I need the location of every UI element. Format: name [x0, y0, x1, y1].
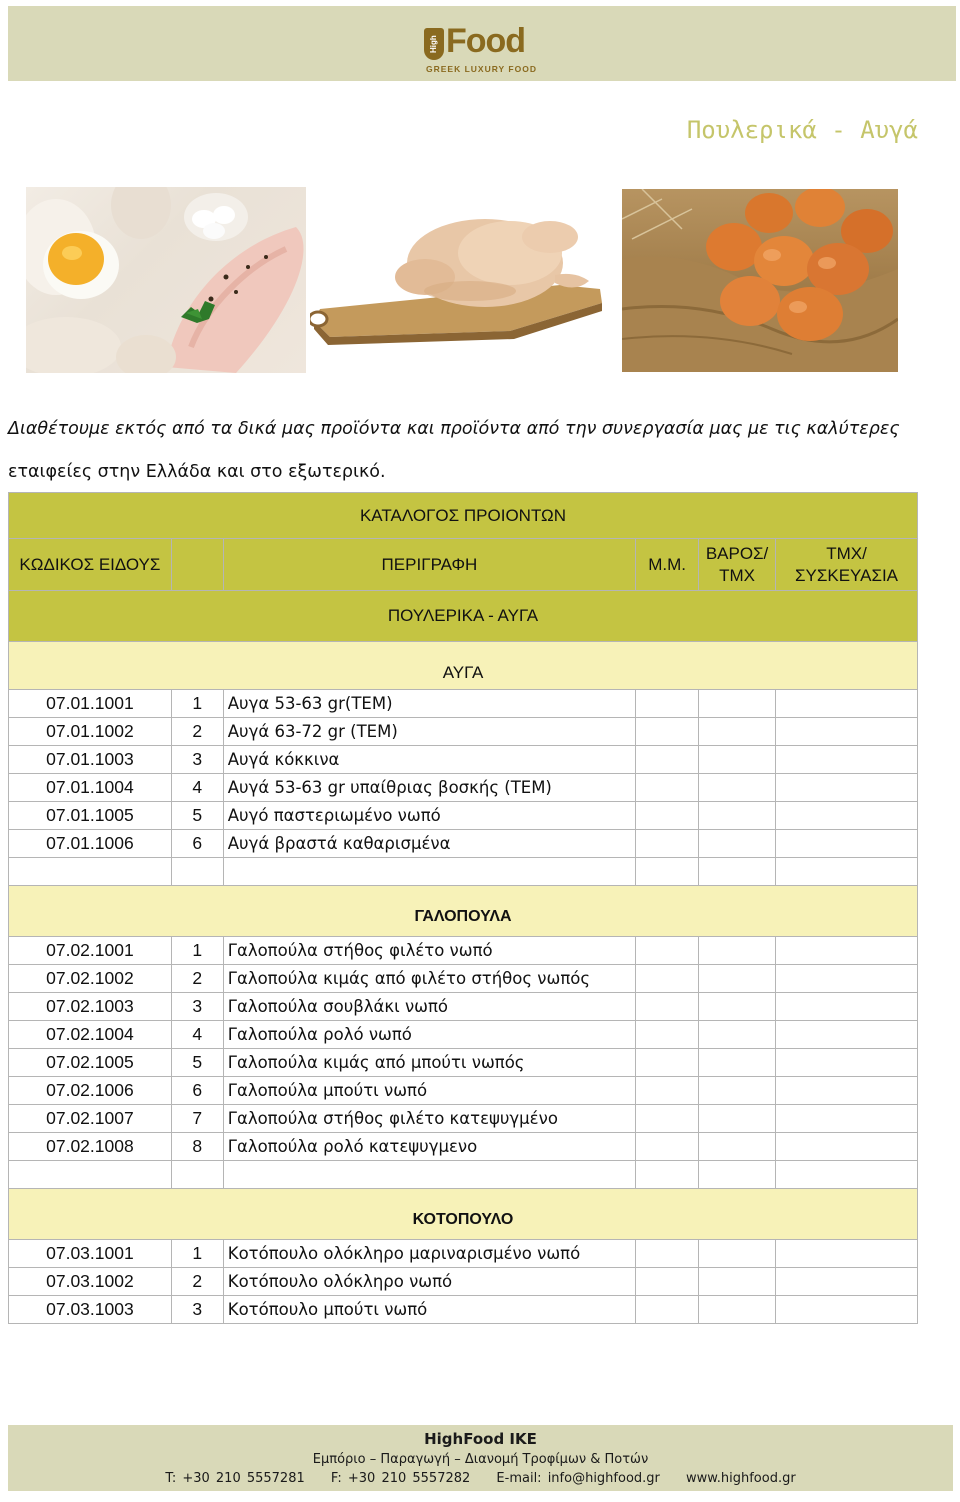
product-description: Γαλοπούλα στήθος φιλέτο νωπό	[223, 937, 635, 965]
product-pack	[776, 1021, 918, 1049]
product-pack	[776, 993, 918, 1021]
product-code: 07.02.1005	[9, 1049, 172, 1077]
product-pack	[776, 937, 918, 965]
raw-chicken-on-board-photo	[310, 205, 610, 345]
product-pack	[776, 1049, 918, 1077]
product-description: Αυγό παστεριωμένο νωπό	[223, 802, 635, 830]
product-unit	[636, 802, 699, 830]
product-number: 4	[171, 774, 223, 802]
product-row	[9, 937, 918, 965]
product-unit	[636, 830, 699, 858]
product-number: 5	[171, 1049, 223, 1077]
product-row	[9, 1049, 918, 1077]
product-row	[9, 802, 918, 830]
product-weight	[699, 1240, 776, 1268]
product-number: 3	[171, 746, 223, 774]
product-unit	[636, 1268, 699, 1296]
product-pack	[776, 1077, 918, 1105]
product-unit	[636, 937, 699, 965]
product-code: 07.03.1003	[9, 1296, 172, 1324]
product-description: Αυγά βραστά καθαρισμένα	[223, 830, 635, 858]
product-pack	[776, 802, 918, 830]
product-pack	[776, 1268, 918, 1296]
product-unit	[636, 1021, 699, 1049]
product-unit	[636, 965, 699, 993]
product-number: 4	[171, 1021, 223, 1049]
col-header-weight: ΒΑΡΟΣ/ ΤΜΧ	[699, 539, 776, 591]
product-pack	[776, 830, 918, 858]
product-number: 2	[171, 718, 223, 746]
empty-row	[9, 1161, 918, 1189]
product-weight	[699, 965, 776, 993]
product-weight	[699, 1021, 776, 1049]
product-row	[9, 993, 918, 1021]
product-number: 1	[171, 1240, 223, 1268]
product-unit	[636, 774, 699, 802]
product-description: Αυγα 53-63 gr(ΤΕΜ)	[223, 690, 635, 718]
product-weight	[699, 690, 776, 718]
footer-contacts	[8, 1471, 953, 1486]
product-weight	[699, 937, 776, 965]
product-number: 2	[171, 965, 223, 993]
product-unit	[636, 1105, 699, 1133]
product-row	[9, 830, 918, 858]
footer-fax: F: +30 210 5557282	[330, 1471, 471, 1486]
product-description: Γαλοπούλα κιμάς από μπούτι νωπός	[223, 1049, 635, 1077]
empty-row	[9, 858, 918, 886]
product-code: 07.02.1002	[9, 965, 172, 993]
highfood-logo[interactable]	[424, 24, 550, 74]
product-description: Αυγά 63-72 gr (ΤΕΜ)	[223, 718, 635, 746]
page-title: Πουλερικά - Αυγά	[686, 116, 918, 144]
product-weight	[699, 1105, 776, 1133]
footer-phone: T: +30 210 5557281	[165, 1471, 305, 1486]
product-number: 5	[171, 802, 223, 830]
product-weight	[699, 1049, 776, 1077]
product-code: 07.01.1005	[9, 802, 172, 830]
product-code: 07.01.1006	[9, 830, 172, 858]
product-weight	[699, 718, 776, 746]
product-number: 6	[171, 830, 223, 858]
product-weight	[699, 830, 776, 858]
product-unit	[636, 1049, 699, 1077]
product-number: 2	[171, 1268, 223, 1296]
product-row	[9, 1077, 918, 1105]
product-description: Γαλοπούλα κιμάς από φιλέτο στήθος νωπός	[223, 965, 635, 993]
product-description: Κοτόπουλο ολόκληρο νωπό	[223, 1268, 635, 1296]
product-code: 07.03.1001	[9, 1240, 172, 1268]
product-description: Γαλοπούλα ρολό κατεψυγμενο	[223, 1133, 635, 1161]
product-number: 3	[171, 1296, 223, 1324]
product-code: 07.02.1006	[9, 1077, 172, 1105]
product-weight	[699, 993, 776, 1021]
col-header-unit: Μ.Μ.	[636, 539, 699, 591]
product-weight	[699, 1268, 776, 1296]
intro-line-1: Διαθέτουμε εκτός από τα δικά μας προϊόντα και προϊόντα από την συνεργασία μας με τις καλύτερες	[8, 419, 900, 439]
product-unit	[636, 746, 699, 774]
intro-line-2: εταιφείες στην Ελλάδα και στο εξωτερικό.	[8, 462, 386, 482]
product-pack	[776, 718, 918, 746]
col-header-pack: ΤΜΧ/ ΣΥΣΚΕΥΑΣΙΑ	[776, 539, 918, 591]
footer-company: HighFood ΙΚΕ	[424, 1430, 537, 1448]
product-row	[9, 774, 918, 802]
product-unit	[636, 690, 699, 718]
group-header: ΑΥΓΑ	[9, 642, 918, 690]
product-code: 07.02.1008	[9, 1133, 172, 1161]
product-number: 1	[171, 690, 223, 718]
col-header-code: ΚΩΔΙΚΟΣ ΕΙΔΟΥΣ	[9, 539, 172, 591]
product-code: 07.02.1003	[9, 993, 172, 1021]
product-description: Γαλοπούλα ρολό νωπό	[223, 1021, 635, 1049]
product-description: Γαλοπούλα στήθος φιλέτο κατεψυγμένο	[223, 1105, 635, 1133]
product-weight	[699, 1296, 776, 1324]
product-weight	[699, 1077, 776, 1105]
catalog-title: ΚΑΤΑΛΟΓΟΣ ΠΡΟΙΟΝΤΩΝ	[9, 493, 918, 539]
footer-email[interactable]: E-mail: info@highfood.gr	[496, 1471, 660, 1486]
product-weight	[699, 802, 776, 830]
product-unit	[636, 1077, 699, 1105]
brown-eggs-on-burlap-photo	[622, 189, 898, 372]
product-description: Κοτόπουλο μπούτι νωπό	[223, 1296, 635, 1324]
product-row	[9, 1105, 918, 1133]
product-description: Κοτόπουλο ολόκληρο μαριναρισμένο νωπό	[223, 1240, 635, 1268]
product-row	[9, 690, 918, 718]
group-header: ΓΑΛΟΠΟΥΛΑ	[9, 886, 918, 937]
footer	[8, 1425, 953, 1491]
product-code: 07.03.1002	[9, 1268, 172, 1296]
product-row	[9, 1133, 918, 1161]
product-description: Αυγά κόκκινα	[223, 746, 635, 774]
product-number: 7	[171, 1105, 223, 1133]
product-pack	[776, 1105, 918, 1133]
product-unit	[636, 1133, 699, 1161]
product-row	[9, 746, 918, 774]
header-band	[8, 6, 956, 81]
product-pack	[776, 1133, 918, 1161]
product-pack	[776, 965, 918, 993]
product-unit	[636, 718, 699, 746]
product-weight	[699, 774, 776, 802]
group-header: ΚΟΤΟΠΟΥΛΟ	[9, 1189, 918, 1240]
footer-activity: Εμπόριο – Παραγωγή – Διανομή Τροφίμων & Ποτών	[312, 1452, 649, 1467]
product-number: 6	[171, 1077, 223, 1105]
product-number: 8	[171, 1133, 223, 1161]
product-pack	[776, 690, 918, 718]
product-unit	[636, 1240, 699, 1268]
product-number: 1	[171, 937, 223, 965]
product-description: Γαλοπούλα μπούτι νωπό	[223, 1077, 635, 1105]
product-weight	[699, 1133, 776, 1161]
product-code: 07.02.1004	[9, 1021, 172, 1049]
product-pack	[776, 1296, 918, 1324]
product-description: Αυγά 53-63 gr υπαίθριας βοσκής (ΤΕΜ)	[223, 774, 635, 802]
product-catalog-table	[8, 492, 918, 1324]
section-title: ΠΟΥΛΕΡΙΚΑ - ΑΥΓΑ	[9, 591, 918, 642]
product-code: 07.01.1004	[9, 774, 172, 802]
product-row	[9, 718, 918, 746]
product-pack	[776, 774, 918, 802]
col-header-description: ΠΕΡΙΓΡΑΦΗ	[223, 539, 635, 591]
product-row	[9, 1021, 918, 1049]
product-code: 07.02.1001	[9, 937, 172, 965]
product-code: 07.01.1001	[9, 690, 172, 718]
intro-text	[8, 408, 938, 494]
product-row	[9, 1240, 918, 1268]
product-unit	[636, 1296, 699, 1324]
product-code: 07.01.1002	[9, 718, 172, 746]
eggs-chicken-breast-photo	[26, 187, 306, 373]
product-pack	[776, 746, 918, 774]
logo-word: Food	[446, 22, 526, 60]
product-pack	[776, 1240, 918, 1268]
footer-website[interactable]: www.highfood.gr	[686, 1471, 796, 1486]
product-row	[9, 1268, 918, 1296]
product-row	[9, 965, 918, 993]
product-row	[9, 1296, 918, 1324]
product-number: 3	[171, 993, 223, 1021]
product-unit	[636, 993, 699, 1021]
logo-tagline: GREEK LUXURY FOOD	[426, 64, 537, 74]
logo-badge: High	[424, 28, 444, 60]
product-code: 07.02.1007	[9, 1105, 172, 1133]
product-code: 07.01.1003	[9, 746, 172, 774]
product-weight	[699, 746, 776, 774]
product-description: Γαλοπούλα σουβλάκι νωπό	[223, 993, 635, 1021]
